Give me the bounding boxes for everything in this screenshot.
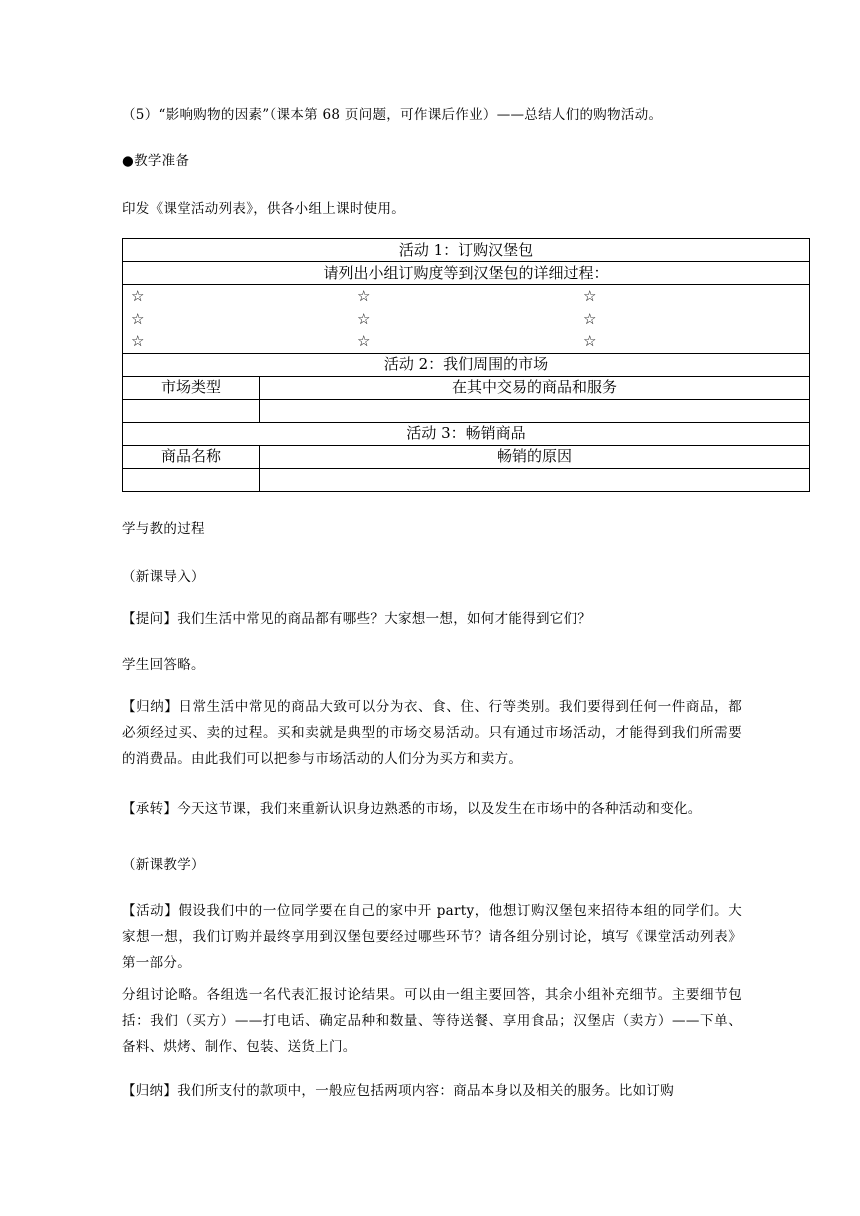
activity3-title: 活动 3：畅销商品 (123, 422, 810, 445)
discussion-paragraph: 分组讨论略。各组选一名代表汇报讨论结果。可以由一组主要回答，其余小组补充细节。主要细节包括：我们（买方）——打电话、确定品种和数量、等待送餐、享用食品；汉堡店（卖方）——下单、备料、烘烤、制作、包装、送货上门。 (122, 987, 742, 1055)
star-row (131, 285, 809, 308)
activity1-star-area (123, 285, 810, 354)
new-lesson-teaching: （新课教学） (122, 857, 205, 873)
activity-paragraph: 【活动】假设我们中的一位同学要在自己的家中开 party，他想订购汉堡包来招待本组的同学们。大家想一想，我们订购并最终享用到汉堡包要经过哪些环节？请各组分别讨论，填写《课堂活动列表》第一部分。 (122, 903, 742, 971)
star-icon: ☆ (583, 309, 597, 328)
activity-table (122, 238, 810, 492)
summary2-paragraph: 【归纳】我们所支付的款项中，一般应包括两项内容：商品本身以及相关的服务。比如订购 (122, 1083, 674, 1099)
star-icon: ☆ (131, 287, 145, 305)
prep-heading: ●教学准备 (122, 153, 190, 169)
activity2-col2-header: 在其中交易的商品和服务 (260, 376, 810, 399)
star-row (131, 330, 809, 353)
transition-paragraph: 【承转】今天这节课，我们来重新认识身边熟悉的市场，以及发生在市场中的各种活动和变化。 (122, 801, 702, 817)
activity1-title: 活动 1：订购汉堡包 (123, 239, 810, 262)
star-icon: ☆ (357, 309, 371, 328)
intro-paragraph: （5）“影响购物的因素”（课本第 68 页问题，可作课后作业）——总结人们的购物活动。 (122, 107, 663, 123)
prep-text: 印发《课堂活动列表》，供各小组上课时使用。 (122, 201, 406, 217)
process-heading: 学与教的过程 (122, 521, 205, 537)
answer-paragraph: 学生回答略。 (122, 657, 205, 673)
summary1-paragraph: 【归纳】日常生活中常见的商品大致可以分为衣、食、住、行等类别。我们要得到任何一件商品，都必须经过买、卖的过程。买和卖就是典型的市场交易活动。只有通过市场活动，才能得到我们所需要的消费品。由此我们可以把参与市场活动的人们分为买方和卖方。 (122, 699, 742, 767)
activity2-empty-cell (260, 399, 810, 422)
activity3-col2-header: 畅销的原因 (260, 445, 810, 468)
activity2-title: 活动 2：我们周围的市场 (123, 353, 810, 376)
star-icon: ☆ (131, 332, 145, 350)
activity1-prompt: 请列出小组订购度等到汉堡包的详细过程： (123, 262, 810, 285)
new-lesson-intro: （新课导入） (122, 569, 205, 585)
star-icon: ☆ (357, 287, 371, 305)
activity2-empty-cell (123, 399, 260, 422)
star-icon: ☆ (583, 287, 597, 305)
activity2-col1-header: 市场类型 (123, 376, 260, 399)
activity3-col1-header: 商品名称 (123, 445, 260, 468)
star-icon: ☆ (357, 332, 371, 350)
star-icon: ☆ (131, 309, 145, 328)
activity3-empty-cell (260, 468, 810, 491)
star-icon: ☆ (583, 332, 597, 350)
question-paragraph: 【提问】我们生活中常见的商品都有哪些？大家想一想，如何才能得到它们？ (122, 611, 592, 627)
activity3-empty-cell (123, 468, 260, 491)
star-row (131, 308, 809, 331)
